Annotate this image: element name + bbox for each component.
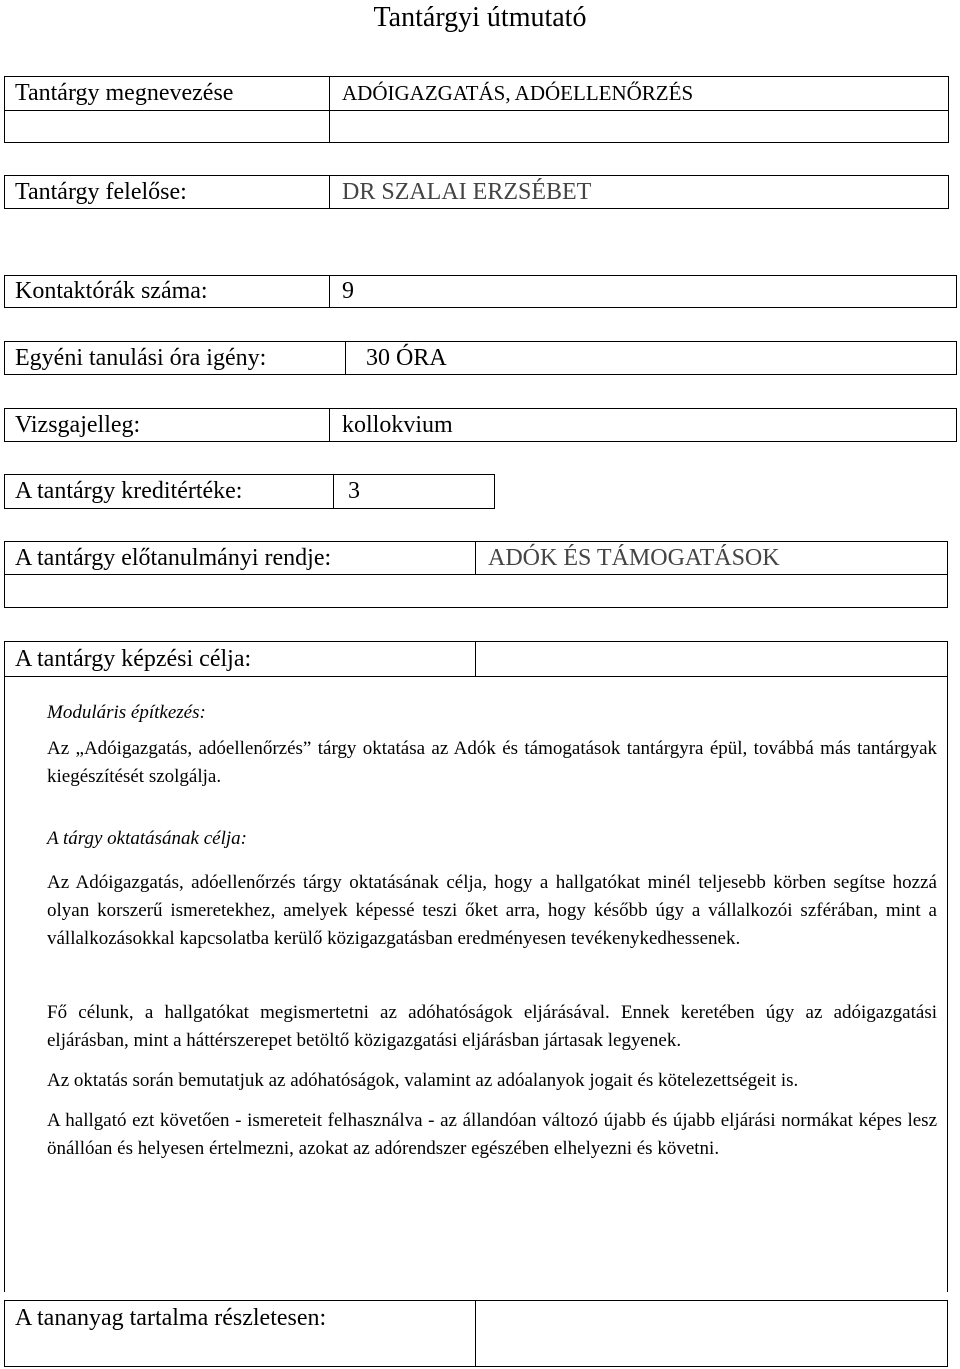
subject-name-empty-left <box>4 110 330 143</box>
contact-hours-label: Kontaktórák száma: <box>4 275 330 308</box>
modular-heading: Moduláris építkezés: <box>47 702 206 723</box>
training-goal-content <box>4 676 948 1292</box>
detailed-content-empty-cell <box>475 1300 948 1367</box>
prerequisite-label: A tantárgy előtanulmányi rendje: <box>4 541 476 575</box>
individual-hours-label: Egyéni tanulási óra igény: <box>4 341 346 375</box>
contact-hours-value: 9 <box>329 275 957 308</box>
subject-name-empty-right <box>329 110 949 143</box>
individual-hours-value: 30 ÓRA <box>345 341 957 375</box>
training-goal-label: A tantárgy képzési célja: <box>4 641 476 677</box>
training-goal-empty-cell <box>475 641 948 677</box>
subject-name-label: Tantárgy megnevezése <box>4 76 330 111</box>
responsible-label: Tantárgy felelőse: <box>4 175 330 209</box>
paragraph-3: A hallgató ezt követően - ismereteit felhasználva - az állandóan változó újabb és újabb eljárási normákat képes lesz önállóan és helyesen értelmezni, azokat az adórendszer egészében elhelyezni és követni. <box>47 1110 937 1159</box>
goal-text: Az Adóigazgatás, adóellenőrzés tárgy oktatásának célja, hogy a hallgatókat minél teljesebb körben segítse hozzá olyan korszerű ismeretekhez, amelyek képessé teszi őket arra, hogy később úgy a vállalkozói szférában, mint a vállalkozásokkal kapcsolatba kerülő közigazgatásban eredményesen tevékenykedhessenek. <box>47 872 937 949</box>
responsible-value: DR SZALAI ERZSÉBET <box>329 175 949 209</box>
page-title: Tantárgyi útmutató <box>373 2 587 33</box>
modular-text: Az „Adóigazgatás, adóellenőrzés” tárgy oktatása az Adók és támogatások tantárgyra épül, továbbá más tantárgyak kiegészítését szolgálja. <box>47 738 937 787</box>
paragraph-2: Az oktatás során bemutatjuk az adóhatóságok, valamint az adóalanyok jogait és kötelezettségeit is. <box>47 1070 799 1091</box>
detailed-content-label: A tananyag tartalma részletesen: <box>4 1300 476 1367</box>
prerequisite-empty-row <box>4 574 948 608</box>
exam-type-value: kollokvium <box>329 408 957 442</box>
credit-label: A tantárgy kreditértéke: <box>4 474 334 509</box>
goal-heading: A tárgy oktatásának célja: <box>47 828 247 849</box>
paragraph-1: Fő célunk, a hallgatókat megismertetni az adóhatóságok eljárásával. Ennek keretében úgy az adóigazgatási eljárásban, mint a háttérszerepet betöltő közigazgatási eljárásban jártasak legyenek. <box>47 1002 937 1051</box>
prerequisite-value: ADÓK ÉS TÁMOGATÁSOK <box>475 541 948 575</box>
subject-name-value: ADÓIGAZGATÁS, ADÓELLENŐRZÉS <box>329 76 949 111</box>
exam-type-label: Vizsgajelleg: <box>4 408 330 442</box>
credit-value: 3 <box>333 474 495 509</box>
